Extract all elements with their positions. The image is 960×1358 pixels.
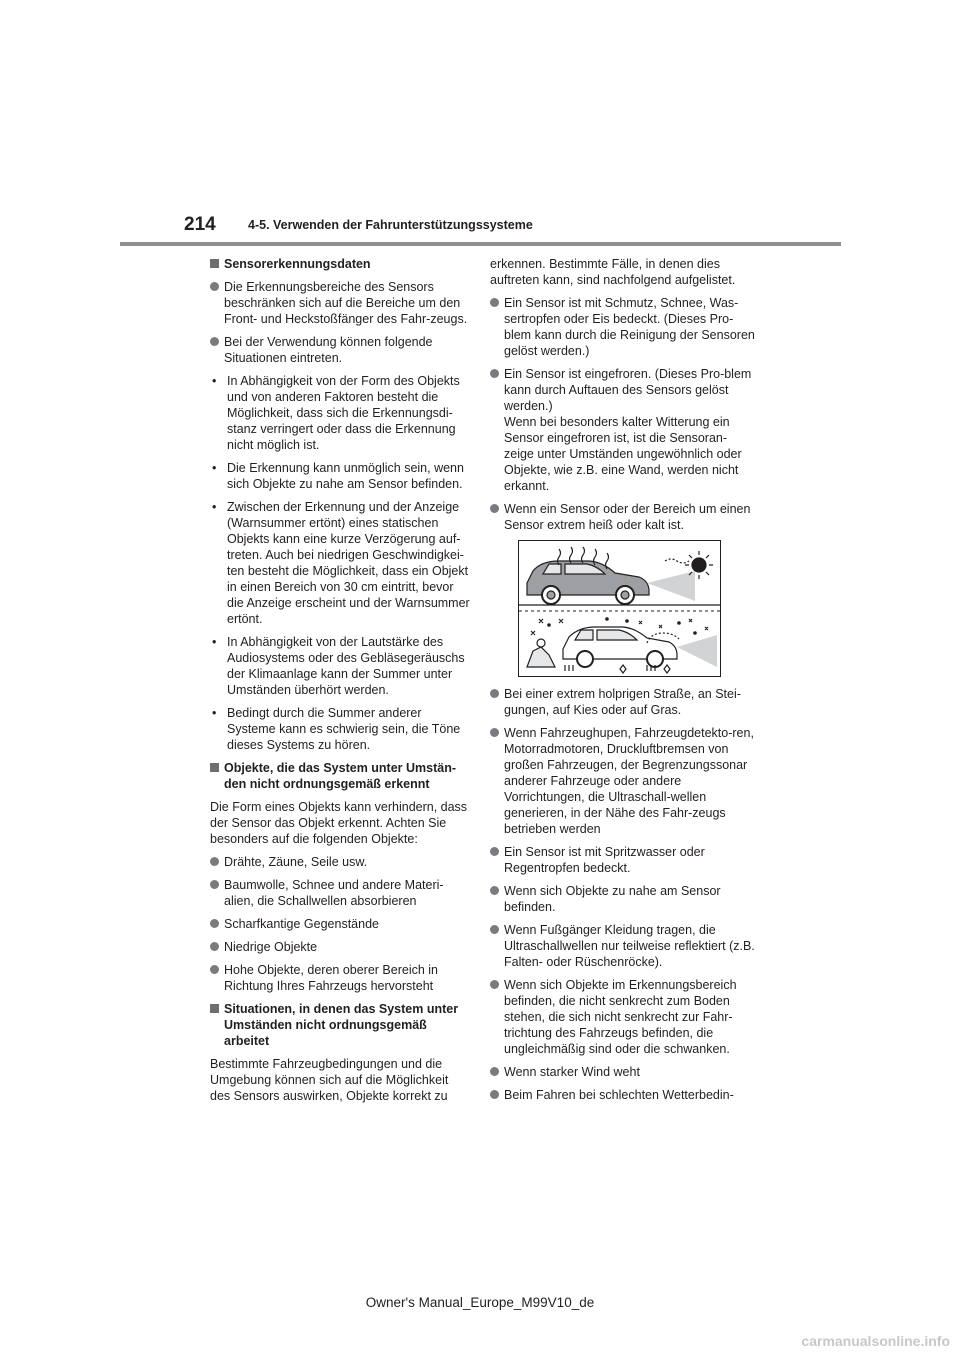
paragraph-text: Bestimmte Fahrzeugbedingungen und die Umgebung können sich auf die Möglichkeit des Sensors auswirken, Objekte korrekt zu — [210, 1057, 449, 1103]
bullet-text: Bei einer extrem holprigen Straße, an Stei-gungen, auf Kies oder auf Gras. — [504, 687, 741, 717]
bullet-text: Drähte, Zäune, Seile usw. — [224, 855, 368, 869]
bullet-text: Hohe Objekte, deren oberer Bereich in Richtung Ihres Fahrzeugs hervorsteht — [224, 963, 439, 993]
paragraph — [490, 256, 755, 288]
bullet-item — [490, 295, 755, 359]
circle-bullet-icon — [210, 857, 219, 866]
circle-bullet-icon — [210, 942, 219, 951]
bullet-text: Baumwolle, Schnee und andere Materi-alien, die Schallwellen absorbieren — [224, 878, 444, 908]
bullet-item — [490, 686, 755, 718]
bullet-text: Ein Sensor ist eingefroren. (Dieses Pro-blem kann durch Auftauen des Sensors gelöst werden.) Wenn bei besonders kalter Witterung ein Sensor eingefroren ist, ist die Sensoran-zeige unter Umständen ungewöhnlich oder Objekte, wie z.B. eine Wand, werden nicht erkannt. — [504, 367, 752, 493]
sub-item-text: Die Erkennung kann unmöglich sein, wenn sich Objekte zu nahe am Sensor befinden. — [227, 461, 464, 491]
circle-bullet-icon — [490, 847, 499, 856]
paragraph — [210, 799, 470, 847]
circle-bullet-icon — [490, 504, 499, 513]
bullet-text: Ein Sensor ist mit Spritzwasser oder Regentropfen bedeckt. — [504, 845, 705, 875]
bullet-item — [490, 366, 755, 494]
heading-text: Objekte, die das System unter Umstän-den nicht ordnungsgemäß erkennt — [224, 761, 457, 791]
bullet-item — [490, 501, 755, 533]
circle-bullet-icon — [490, 925, 499, 934]
section-heading — [210, 256, 470, 272]
sub-item — [210, 499, 470, 627]
bullet-item — [210, 916, 470, 932]
square-bullet-icon — [210, 259, 219, 268]
header-rule — [120, 242, 841, 246]
heading-text: Situationen, in denen das System unter Umständen nicht ordnungsgemäß arbeitet — [224, 1002, 459, 1048]
bullet-text: Wenn sich Objekte im Erkennungsbereich befinden, die nicht senkrecht zum Boden stehen, die sich nicht senkrecht zur Fahr-trichtung des Fahrzeugs befinden, die ungleichmäßig sind oder die schwanken. — [504, 978, 737, 1056]
section-heading — [210, 760, 470, 792]
bullet-text: Die Erkennungsbereiche des Sensors beschränken sich auf die Bereiche um den Front- und Heckstoßfänger des Fahr-zeugs. — [224, 280, 468, 326]
circle-bullet-icon — [490, 728, 499, 737]
paragraph — [210, 1056, 470, 1104]
dot-marker-icon: • — [212, 500, 217, 514]
bullet-item — [210, 877, 470, 909]
section-title: 4-5. Verwenden der Fahrunterstützungssysteme — [248, 218, 533, 232]
circle-bullet-icon — [210, 880, 219, 889]
bullet-item — [210, 962, 470, 994]
sub-item-text: Zwischen der Erkennung und der Anzeige (Warnsummer ertönt) eines statischen Objekts kann eine kurze Verzögerung auf-treten. Auch bei niedrigen Geschwindigkei-ten besteht die Möglichkeit, dass ein Objekt in einen Bereich von 30 cm eintritt, bevor die Anzeige erscheint und der Warnsummer ertönt. — [227, 500, 470, 626]
bullet-item — [490, 922, 755, 970]
hot-car-scene — [527, 547, 713, 604]
sub-item-text: In Abhängigkeit von der Lautstärke des Audiosystems oder des Gebläsegeräuschs der Klimaanlage kann der Summer unter Umständen überhört werden. — [227, 635, 465, 697]
circle-bullet-icon — [210, 282, 219, 291]
bullet-item — [490, 844, 755, 876]
square-bullet-icon — [210, 1004, 219, 1013]
bullet-text: Wenn Fußgänger Kleidung tragen, die Ultraschallwellen nur teilweise reflektiert (z.B. Falten- oder Rüschenröcke). — [504, 923, 755, 969]
frozen-car-scene — [527, 618, 717, 673]
bullet-item — [210, 279, 470, 327]
sub-item — [210, 634, 470, 698]
bullet-item — [490, 977, 755, 1057]
circle-bullet-icon — [490, 689, 499, 698]
bullet-text: Bei der Verwendung können folgende Situationen eintreten. — [224, 335, 433, 365]
heading-text: Sensorerkennungsdaten — [224, 257, 371, 271]
bullet-text: Wenn sich Objekte zu nahe am Sensor befinden. — [504, 884, 721, 914]
bullet-item — [490, 1087, 755, 1103]
footer-manual-id: Owner's Manual_Europe_M99V10_de — [365, 1295, 595, 1310]
bullet-item — [490, 725, 755, 837]
circle-bullet-icon — [210, 337, 219, 346]
paragraph-text: erkennen. Bestimmte Fälle, in denen dies auftreten kann, sind nachfolgend aufgelistet. — [490, 257, 736, 287]
sub-item-text: In Abhängigkeit von der Form des Objekts und von anderen Faktoren besteht die Möglichkeit, dass sich die Erkennungsdi-stanz verringert oder dass die Erkennung nicht möglich ist. — [227, 374, 460, 452]
circle-bullet-icon — [490, 1090, 499, 1099]
bullet-text: Wenn Fahrzeughupen, Fahrzeugdetekto-ren, Motorradmotoren, Druckluftbremsen von großen Fahrzeugen, der Begrenzungssonar anderer Fahrzeuge oder andere Vorrichtungen, die Ultraschall-wellen generieren, in der Nähe des Fahr-zeugs betrieben werden — [504, 726, 754, 836]
paragraph-text: Die Form eines Objekts kann verhindern, dass der Sensor das Objekt erkennt. Achten Sie besonders auf die folgenden Objekte: — [210, 800, 468, 846]
bullet-text: Niedrige Objekte — [224, 940, 318, 954]
bullet-item — [210, 334, 470, 366]
bullet-text: Beim Fahren bei schlechten Wetterbedin- — [504, 1088, 734, 1102]
watermark: carmanualsonline.info — [801, 1333, 950, 1349]
page-number: 214 — [184, 214, 216, 235]
circle-bullet-icon — [490, 1067, 499, 1076]
bullet-text: Wenn ein Sensor oder der Bereich um einen Sensor extrem heiß oder kalt ist. — [504, 502, 751, 532]
bullet-item — [210, 854, 470, 870]
square-bullet-icon — [210, 763, 219, 772]
dot-marker-icon: • — [212, 635, 217, 649]
bullet-item — [490, 1064, 755, 1080]
dot-marker-icon: • — [212, 706, 217, 720]
sub-item — [210, 373, 470, 453]
right-column — [490, 256, 755, 1110]
bullet-item — [210, 939, 470, 955]
bullet-text: Scharfkantige Gegenstände — [224, 917, 379, 931]
circle-bullet-icon — [210, 919, 219, 928]
bullet-item — [490, 883, 755, 915]
section-heading — [210, 1001, 470, 1049]
dot-marker-icon: • — [212, 461, 217, 475]
sub-item — [210, 705, 470, 753]
bullet-text: Wenn starker Wind weht — [504, 1065, 640, 1079]
circle-bullet-icon — [490, 980, 499, 989]
circle-bullet-icon — [490, 298, 499, 307]
sensor-condition-illustration — [518, 540, 721, 677]
dot-marker-icon: • — [212, 374, 217, 388]
circle-bullet-icon — [490, 369, 499, 378]
left-column — [210, 256, 470, 1111]
sub-item-text: Bedingt durch die Summer anderer Systeme kann es schwierig sein, die Töne dieses Systems zu hören. — [227, 706, 461, 752]
circle-bullet-icon — [210, 965, 219, 974]
sub-item — [210, 460, 470, 492]
bullet-text: Ein Sensor ist mit Schmutz, Schnee, Was-sertropfen oder Eis bedeckt. (Dieses Pro-blem kann durch die Reinigung der Sensoren gelöst werden.) — [504, 296, 755, 358]
circle-bullet-icon — [490, 886, 499, 895]
